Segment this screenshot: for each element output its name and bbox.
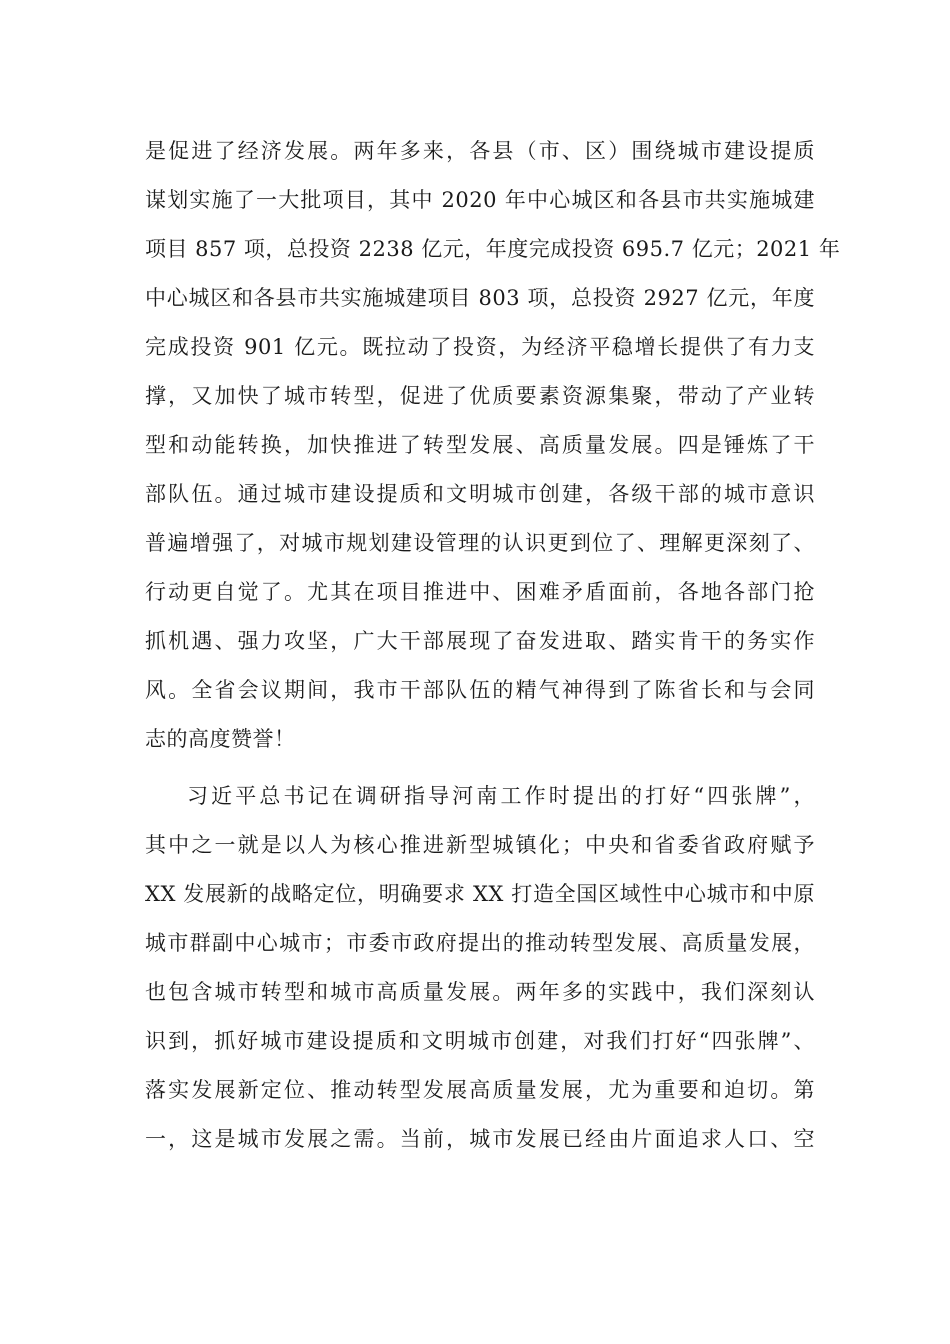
paragraph-line: 其中之一就是以人为核心推进新型城镇化；中央和省委省政府赋予	[145, 833, 815, 857]
paragraph-line: 行动更自觉了。尤其在项目推进中、困难矛盾面前，各地各部门抢	[145, 580, 815, 604]
paragraph-1	[145, 127, 841, 764]
paragraph-line: 撑，又加快了城市转型，促进了优质要素资源集聚，带动了产业转	[145, 384, 815, 408]
paragraph-line: XX 发展新的战略定位，明确要求 XX 打造全国区域性中心城市和中原	[145, 882, 815, 906]
paragraph-line: 习近平总书记在调研指导河南工作时提出的打好“四张牌”，	[187, 784, 815, 808]
paragraph-line: 是促进了经济发展。两年多来，各县（市、区）围绕城市建设提质	[145, 139, 815, 163]
paragraph-line: 一，这是城市发展之需。当前，城市发展已经由片面追求人口、空	[145, 1127, 815, 1151]
paragraph-line: 抓机遇、强力攻坚，广大干部展现了奋发进取、踏实肯干的务实作	[145, 629, 815, 653]
paragraph-line: 也包含城市转型和城市高质量发展。两年多的实践中，我们深刻认	[145, 980, 815, 1004]
paragraph-line: 城市群副中心城市；市委市政府提出的推动转型发展、高质量发展，	[145, 931, 815, 955]
paragraph-2	[145, 772, 815, 1164]
paragraph-line: 落实发展新定位、推动转型发展高质量发展，尤为重要和迫切。第	[145, 1078, 815, 1102]
paragraph-line: 风。全省会议期间，我市干部队伍的精气神得到了陈省长和与会同	[145, 678, 815, 702]
paragraph-line: 型和动能转换，加快推进了转型发展、高质量发展。四是锤炼了干	[145, 433, 815, 457]
paragraph-line: 完成投资 901 亿元。既拉动了投资，为经济平稳增长提供了有力支	[145, 335, 815, 359]
paragraph-line: 志的高度赞誉！	[145, 727, 296, 751]
paragraph-line: 项目 857 项，总投资 2238 亿元，年度完成投资 695.7 亿元；2021 年	[145, 237, 841, 261]
paragraph-line: 识到，抓好城市建设提质和文明城市创建，对我们打好“四张牌”、	[145, 1029, 815, 1053]
paragraph-line: 部队伍。通过城市建设提质和文明城市创建，各级干部的城市意识	[145, 482, 815, 506]
paragraph-line: 普遍增强了，对城市规划建设管理的认识更到位了、理解更深刻了、	[145, 531, 815, 555]
paragraph-line: 中心城区和各县市共实施城建项目 803 项，总投资 2927 亿元，年度	[145, 286, 815, 310]
paragraph-line: 谋划实施了一大批项目，其中 2020 年中心城区和各县市共实施城建	[145, 188, 815, 212]
